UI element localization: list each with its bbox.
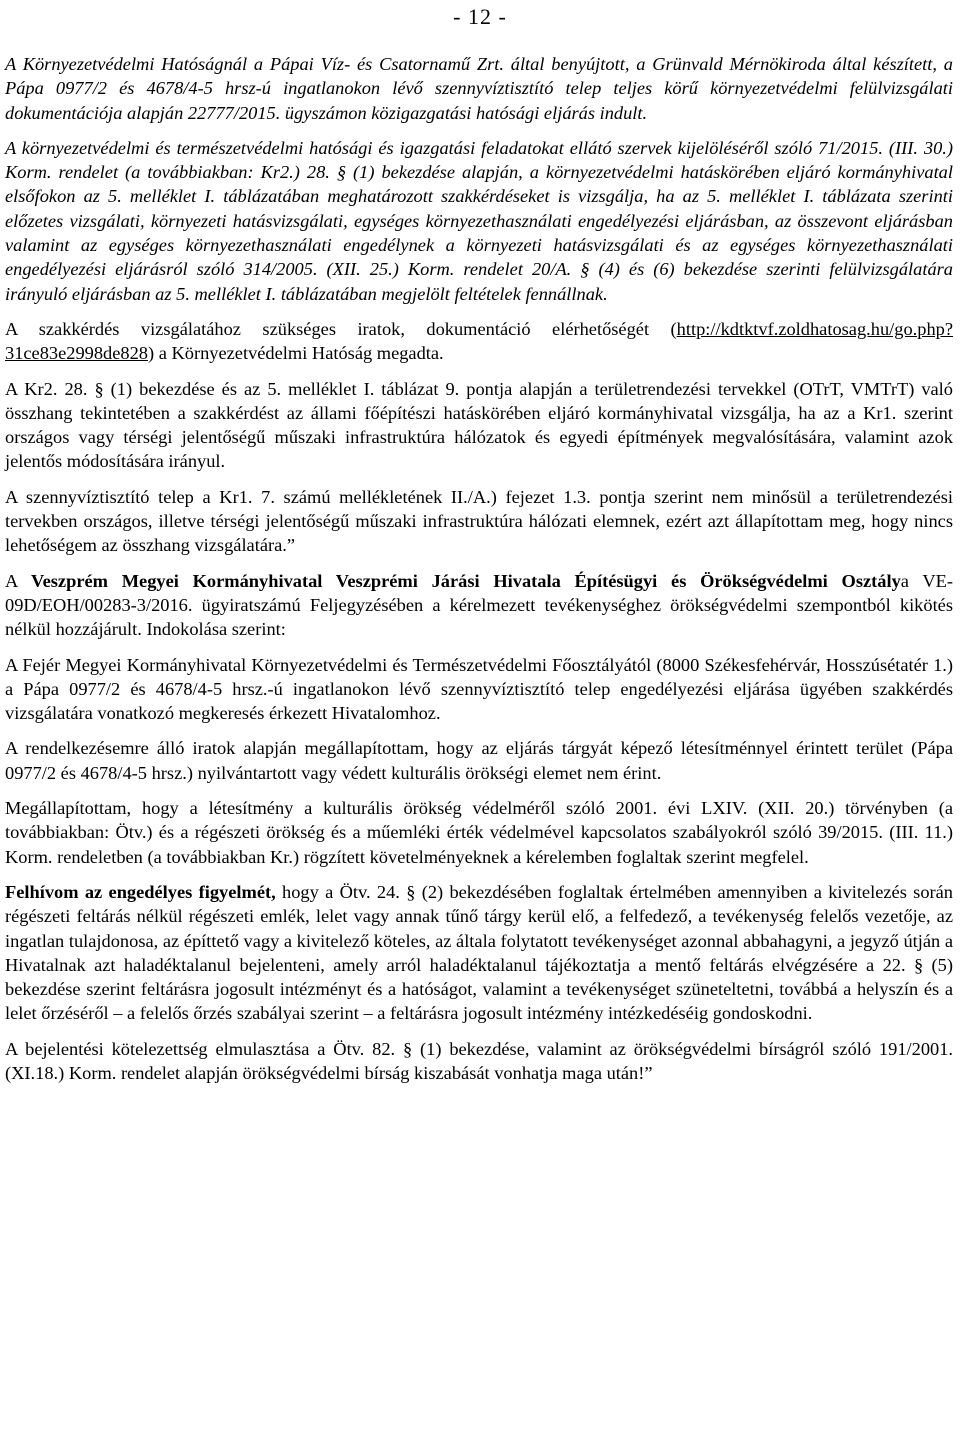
page-number: - 12 - bbox=[453, 4, 507, 29]
paragraph-heritage-office bbox=[5, 569, 953, 642]
document-body bbox=[5, 52, 953, 1085]
paragraph-text: a VE-09D/EOH/00283-3/2016. ügyiratszámú Feljegyzésében a kérelmezett tevékenységhez örökségvédelmi szempontból kikötés nélkül hozzájárult. Indokolása szerint: bbox=[5, 570, 953, 640]
paragraph-spatial-planning: A Kr2. 28. § (1) bekezdése és az 5. melléklet I. táblázat 9. pontja alapján a területrendezési tervekkel (OTrT, VMTrT) való összhang tekintetében a szakkérdést az állami főépítészi hatáskörében eljáró kormányhivatal vizsgálja, ha az a Kr1. szerint országos vagy térségi jelentőségű műszaki infrastruktúra hálózatok és egyedi építmények megvalósítására, valamint azok jelentős módosítására irányul. bbox=[5, 378, 953, 472]
paragraph-treatment-plant: A szennyvíztisztító telep a Kr1. 7. számú mellékletének II./A.) fejezet 1.3. pontja szerint nem minősül a területrendezési tervekben országos, illetve térségi jelentőségű műszaki infrastruktúra hálózati elemnek, ezért azt állapítottam meg, hogy nincs lehetőségem az összhang vizsgálatára.” bbox=[5, 486, 953, 556]
paragraph-notice bbox=[5, 880, 953, 1026]
paragraph-text: ) a Környezetvédelmi Hatóság megadta. bbox=[148, 343, 444, 364]
paragraph-documents-finding: A rendelkezésemre álló iratok alapján megállapítottam, hogy az eljárás tárgyát képező létesítménnyel érintett terület (Pápa 0977/2 és 4678/4-5 hrsz.) nyilvántartott vagy védett kulturális örökségi elemet nem érint. bbox=[5, 738, 953, 783]
paragraph-documents-link bbox=[5, 317, 953, 366]
paragraph-penalty: A bejelentési kötelezettség elmulasztása a Ötv. 82. § (1) bekezdése, valamint az örökségvédelmi bírságról szóló 191/2001. (XI.18.) Korm. rendelet alapján örökségvédelmi bírság kiszabását vonhatja maga után!” bbox=[5, 1038, 953, 1083]
paragraph-kr2-regulation: A környezetvédelmi és természetvédelmi hatósági és igazgatási feladatokat ellátó szervek kijelöléséről szóló 71/2015. (III. 30.) Korm. rendelet (a továbbiakban: Kr2.) 28. § (1) bekezdése alapján, a környezetvédelmi hatáskörében eljáró kormányhivatal elsőfokon az 5. melléklet I. táblázatában meghatározott szakkérdéseket is vizsgálja, ha az 5. melléklet I. táblázata szerinti előzetes vizsgálati, környezeti hatásvizsgálati, egységes környezethasználati engedélyezési eljárásban, az összevont eljárásban valamint az egységes környezethasználati engedélynek a környezeti hatásvizsgálati és az egységes környezethasználati engedélyezési eljárásról szóló 314/2005. (XII. 25.) Korm. rendelet 20/A. § (4) és (6) bekezdése szerinti felülvizsgálatára irányuló eljárásban az 5. melléklet I. táblázatában megjelölt feltételek fennállnak. bbox=[5, 137, 953, 304]
paragraph-compliance: Megállapítottam, hogy a létesítmény a kulturális örökség védelméről szóló 2001. évi LXIV. (XII. 20.) törvényben (a továbbiakban: Ötv.) és a régészeti örökség és a műemléki érték védelmével kapcsolatos szabályokról szóló 39/2015. (III. 11.) Korm. rendeletben (a továbbiakban Kr.) rögzített követelményeknek a kérelemben foglaltak szerint megfelel. bbox=[5, 798, 953, 867]
office-name: Veszprém Megyei Kormányhivatal Veszprémi Járási Hivatala Építésügyi és Örökségvédelmi Osztály bbox=[31, 570, 901, 591]
notice-heading: Felhívom az engedélyes figyelmét, bbox=[5, 881, 276, 902]
paragraph-procedure-intro: A Környezetvédelmi Hatóságnál a Pápai Víz- és Csatornamű Zrt. által benyújtott, a Grünvald Mérnökiroda által készített, a Pápa 0977/2 és 4678/4-5 hrsz-ú ingatlanokon lévő szennyvíztisztító telep teljes körű környezetvédelmi felülvizsgálati dokumentációja alapján 22777/2015. ügyszámon közigazgatási hatósági eljárás indult. bbox=[5, 54, 953, 123]
paragraph-request: A Fejér Megyei Kormányhivatal Környezetvédelmi és Természetvédelmi Főosztályától (8000 Székesfehérvár, Hosszúsétatér 1.) a Pápa 0977/2 és 4678/4-5 hrsz.-ú ingatlanokon lévő szennyvíztisztító telep engedélyezési eljárása ügyében szakkérdés vizsgálatára vonatkozó megkeresés érkezett Hivatalomhoz. bbox=[5, 654, 953, 724]
documents-url-link[interactable]: http://kdtktvf.zoldhatosag.hu/go.php?31ce83e2998de828 bbox=[5, 318, 953, 364]
paragraph-text: hogy a Ötv. 24. § (2) bekezdésében foglaltak értelmében amennyiben a kivitelezés során régészeti feltárás nélkül régészeti emlék, lelet vagy annak tűnő tárgy kerül elő, a felfedező, a tevékenység felelős vezetője, az ingatlan tulajdonosa, az építtető vagy a kivitelező köteles, az általa folytatott tevékenységet azonnal abbahagyni, a jegyző útján a Hivatalnak azt haladéktalanul bejelenteni, amely arról haladéktalanul tájékoztatja a mentő feltárás elvégzésére a 22. § (5) bekezdése szerint feltárásra jogosult intézményt és a hatóságot, valamint a tevékenységet szüneteltetni, továbbá a helyszín és a lelet őrzéséről – a felelős őrzés szabályai szerint – a feltárásra jogosult intézmény intézkedéséig gondoskodni. bbox=[5, 881, 953, 1024]
paragraph-text: A szakkérdés vizsgálatához szükséges iratok, dokumentáció elérhetőségét ( bbox=[5, 318, 677, 339]
paragraph-text: A bbox=[5, 570, 32, 591]
